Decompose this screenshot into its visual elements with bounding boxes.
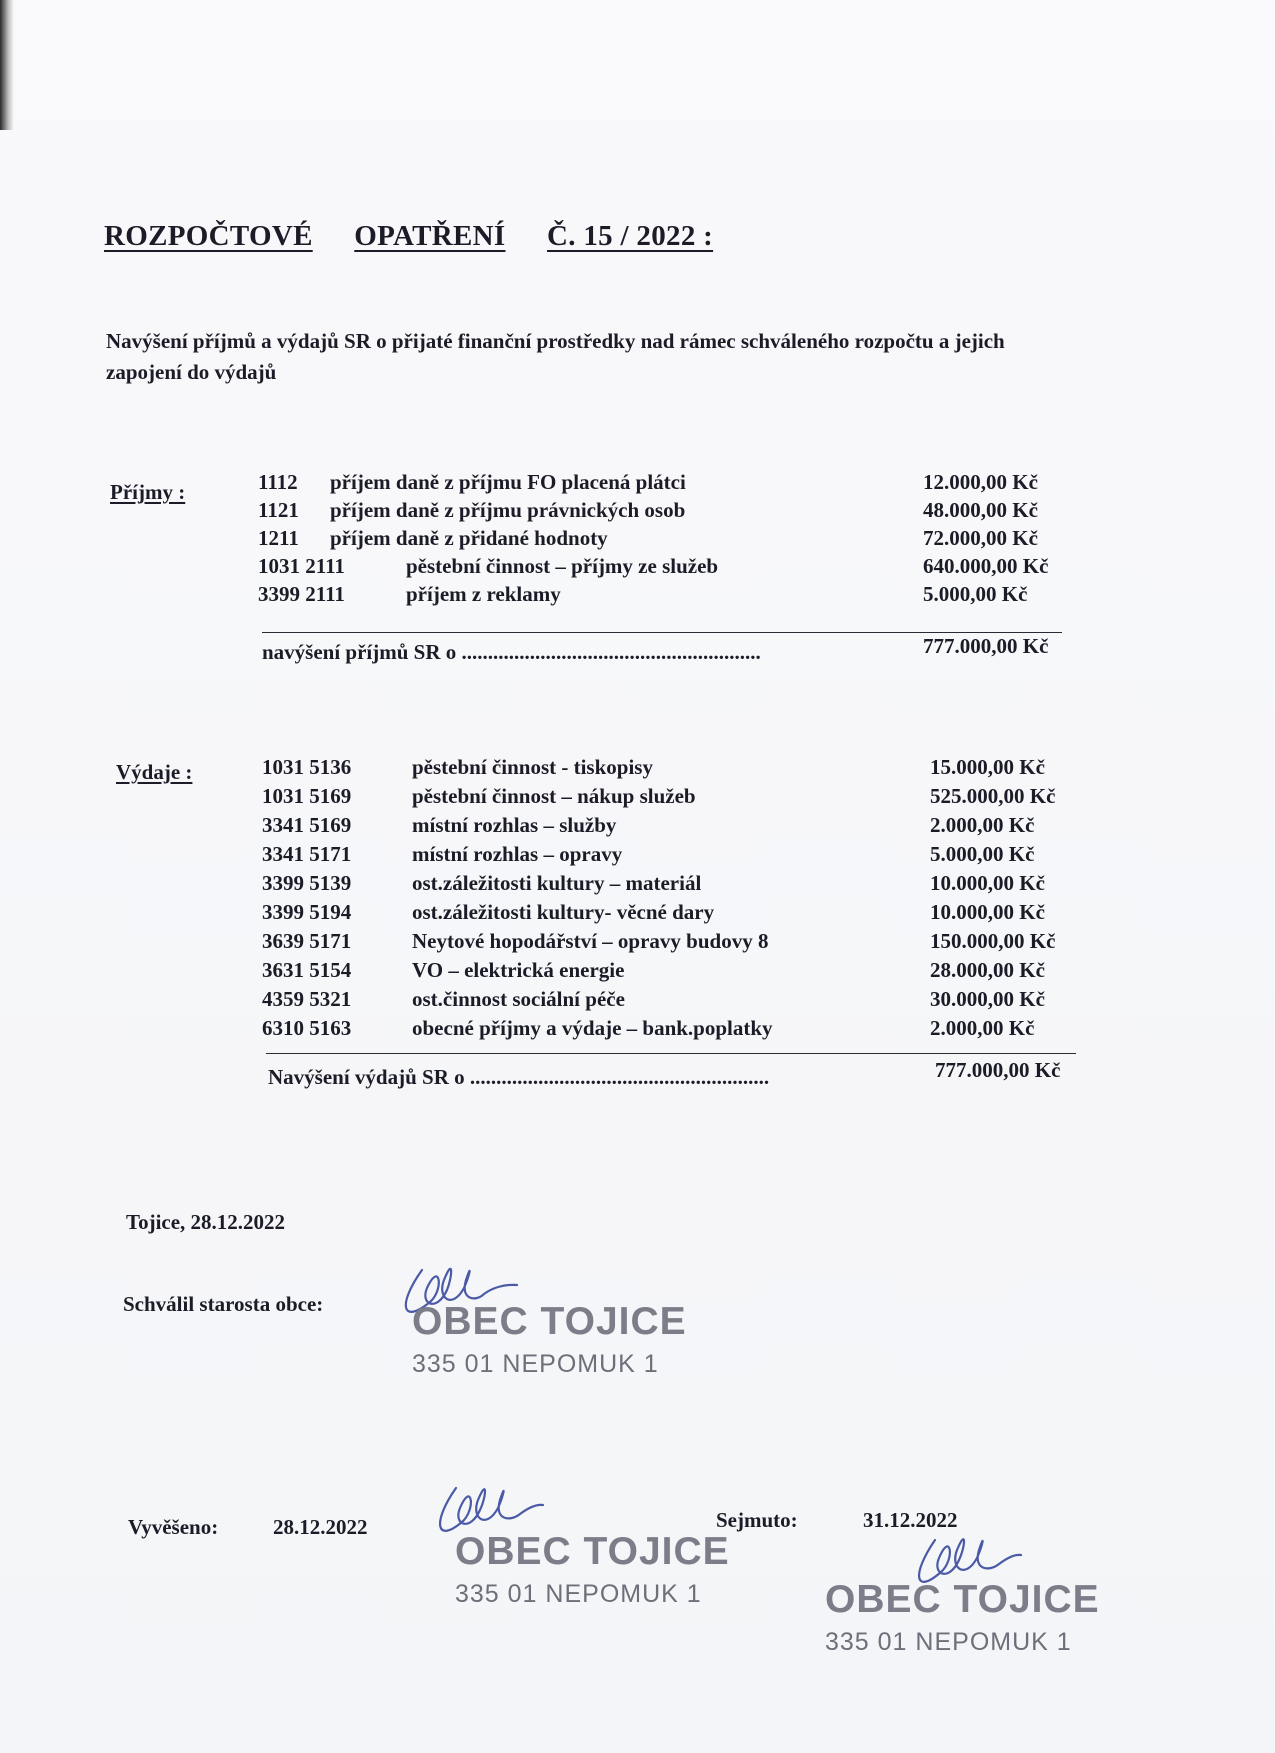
vydaje-total-amount: 777.000,00 Kč xyxy=(935,1058,1061,1082)
vydaje-row xyxy=(0,813,1275,841)
vydaje-description: místní rozhlas – opravy xyxy=(412,842,623,866)
prijmy-code: 1121 xyxy=(258,498,299,522)
vydaje-description: Neytové hopodářství – opravy budovy 8 xyxy=(412,929,769,953)
vydaje-amount: 525.000,00 Kč xyxy=(930,784,1056,808)
stamp-mayor-address: 335 01 NEPOMUK 1 xyxy=(412,1350,659,1378)
vydaje-row xyxy=(0,1016,1275,1044)
vydaje-amount: 28.000,00 Kč xyxy=(930,958,1045,982)
prijmy-row xyxy=(0,526,1275,554)
vydaje-description: místní rozhlas – služby xyxy=(412,813,617,837)
vydaje-total-rule xyxy=(266,1053,1076,1054)
vydaje-amount: 30.000,00 Kč xyxy=(930,987,1045,1011)
vydaje-code: 6310 5163 xyxy=(262,1016,352,1040)
vydaje-amount: 5.000,00 Kč xyxy=(930,842,1035,866)
title-part-2: OPATŘENÍ xyxy=(354,220,506,252)
title-part-3: Č. 15 / 2022 : xyxy=(547,220,714,252)
stamp-removed-address: 335 01 NEPOMUK 1 xyxy=(825,1628,1072,1656)
vydaje-row xyxy=(0,755,1275,783)
vydaje-description: pěstební činnost – nákup služeb xyxy=(412,784,696,808)
vydaje-row xyxy=(0,842,1275,870)
vydaje-description: obecné příjmy a výdaje – bank.poplatky xyxy=(412,1016,773,1040)
prijmy-amount: 12.000,00 Kč xyxy=(923,470,1038,494)
stamp-posted-address: 335 01 NEPOMUK 1 xyxy=(455,1580,702,1608)
vydaje-amount: 10.000,00 Kč xyxy=(930,900,1045,924)
vydaje-label: Výdaje : xyxy=(116,760,193,784)
posted-date: 28.12.2022 xyxy=(273,1515,368,1539)
vydaje-code: 3341 5171 xyxy=(262,842,352,866)
vydaje-code: 3399 5194 xyxy=(262,900,352,924)
scan-edge-shadow xyxy=(0,0,14,130)
vydaje-description: ost.záležitosti kultury- věcné dary xyxy=(412,900,715,924)
vydaje-code: 3639 5171 xyxy=(262,929,352,953)
vydaje-code: 3341 5169 xyxy=(262,813,352,837)
vydaje-description: ost.činnost sociální péče xyxy=(412,987,625,1011)
vydaje-row xyxy=(0,871,1275,899)
title-part-1: ROZPOČTOVÉ xyxy=(104,220,313,252)
prijmy-label: Příjmy : xyxy=(110,480,186,504)
prijmy-description: příjem daně z příjmu FO placená plátci xyxy=(330,470,686,494)
prijmy-code: 1112 xyxy=(258,470,298,494)
vydaje-code: 1031 5169 xyxy=(262,784,352,808)
document-title xyxy=(104,220,747,253)
vydaje-row xyxy=(0,987,1275,1015)
vydaje-row xyxy=(0,929,1275,957)
prijmy-row xyxy=(0,554,1275,582)
vydaje-description: VO – elektrická energie xyxy=(412,958,625,982)
stamp-mayor-name: OBEC TOJICE xyxy=(412,1300,687,1343)
prijmy-code: 3399 2111 xyxy=(258,582,345,606)
prijmy-row xyxy=(0,582,1275,610)
vydaje-total-label: Navýšení výdajů SR o ......................................................... xyxy=(268,1065,770,1089)
prijmy-description: příjem daně z příjmu právnických osob xyxy=(330,498,686,522)
stamp-removed-name: OBEC TOJICE xyxy=(825,1578,1100,1621)
prijmy-total-amount: 777.000,00 Kč xyxy=(923,634,1049,658)
vydaje-amount: 150.000,00 Kč xyxy=(930,929,1056,953)
prijmy-code: 1211 xyxy=(258,526,299,550)
prijmy-code: 1031 2111 xyxy=(258,554,345,578)
prijmy-description: příjem z reklamy xyxy=(406,582,561,606)
prijmy-row xyxy=(0,470,1275,498)
vydaje-code: 3399 5139 xyxy=(262,871,352,895)
vydaje-code: 1031 5136 xyxy=(262,755,352,779)
posted-label: Vyvěšeno: xyxy=(128,1515,219,1539)
prijmy-description: pěstební činnost – příjmy ze služeb xyxy=(406,554,719,578)
place-date: Tojice, 28.12.2022 xyxy=(126,1210,286,1234)
prijmy-amount: 72.000,00 Kč xyxy=(923,526,1038,550)
vydaje-amount: 2.000,00 Kč xyxy=(930,813,1035,837)
vydaje-code: 4359 5321 xyxy=(262,987,352,1011)
vydaje-row xyxy=(0,900,1275,928)
stamp-posted-name: OBEC TOJICE xyxy=(455,1530,730,1573)
vydaje-amount: 10.000,00 Kč xyxy=(930,871,1045,895)
stamp-removed xyxy=(825,1578,1100,1657)
prijmy-description: příjem daně z přidané hodnoty xyxy=(330,526,608,550)
prijmy-amount: 5.000,00 Kč xyxy=(923,582,1028,606)
stamp-posted xyxy=(455,1530,730,1609)
vydaje-row xyxy=(0,784,1275,812)
prijmy-amount: 640.000,00 Kč xyxy=(923,554,1049,578)
prijmy-total-rule xyxy=(262,632,1062,633)
prijmy-amount: 48.000,00 Kč xyxy=(923,498,1038,522)
document-subtitle: Navýšení příjmů a výdajů SR o přijaté finanční prostředky nad rámec schváleného rozpočtu a jejich zapojení do výdajů xyxy=(106,329,1005,384)
removed-date: 31.12.2022 xyxy=(863,1508,958,1532)
removed-label: Sejmuto: xyxy=(716,1508,798,1532)
prijmy-row xyxy=(0,498,1275,526)
stamp-mayor xyxy=(412,1300,687,1379)
approved-label: Schválil starosta obce: xyxy=(123,1292,324,1316)
vydaje-code: 3631 5154 xyxy=(262,958,352,982)
vydaje-row xyxy=(0,958,1275,986)
vydaje-amount: 15.000,00 Kč xyxy=(930,755,1045,779)
vydaje-description: pěstební činnost - tiskopisy xyxy=(412,755,653,779)
vydaje-amount: 2.000,00 Kč xyxy=(930,1016,1035,1040)
vydaje-description: ost.záležitosti kultury – materiál xyxy=(412,871,702,895)
prijmy-total-label: navýšení příjmů SR o ......................................................... xyxy=(262,640,761,664)
